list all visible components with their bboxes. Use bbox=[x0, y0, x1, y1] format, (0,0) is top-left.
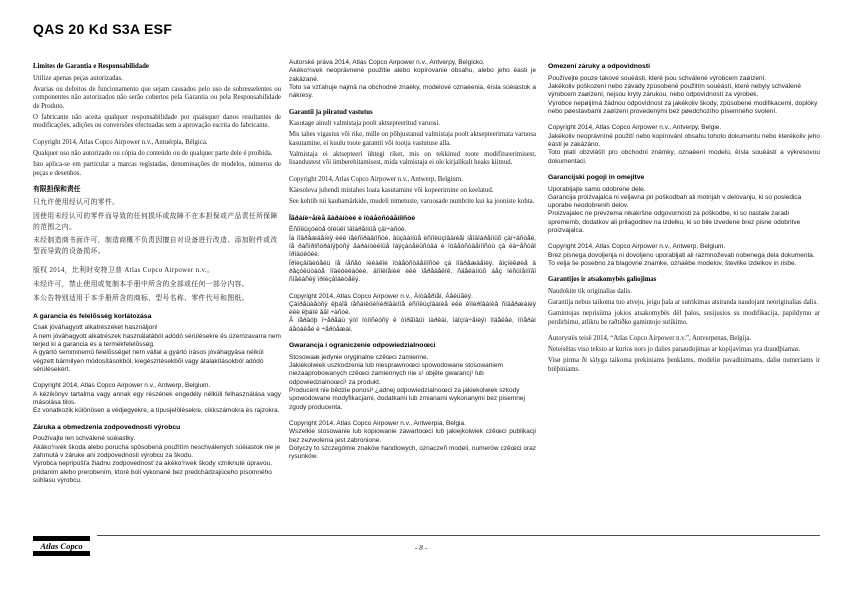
paragraph: Ïðîèçâîäèòåëü íå íåñåò íèêàêîé îòâåòñòâåííîñòè çà ïîâðåæäåíèÿ, âîçíèêøèå â ðåçóëüòàòå ìîäèôèêàöèé, äîïîëíåíèé èëè ïåðåäåëîê, ñäåëàííûõ áåç ïèñüìåííîãî ñîãëàñèÿ ïðîèçâîäèòåëÿ. bbox=[289, 259, 536, 284]
warranty-estonian bbox=[289, 109, 536, 168]
paragraph: Copyright 2014, Atlas Copco Airpower n.v., Antwerp, Belgium. bbox=[33, 382, 211, 390]
paragraph: O fabricante não aceita qualquer responsabilidade por quaisquer danos resultantes de modificações, adições ou conversões efectuadas sem a aprovação escrita do fabricante. bbox=[33, 113, 281, 130]
copyright-portuguese bbox=[33, 139, 281, 178]
paragraph: Copyright 2014, Atlas Copco Airpower n.v., Àíòâåðïåí, Áåëüãèÿ. bbox=[289, 292, 473, 300]
paragraph: Copyright 2014, Atlas Copco Airpower n.v., Antverpy, Belgie. bbox=[548, 124, 722, 132]
section-heading: A garancia és felelõsség korlátozása bbox=[33, 312, 152, 320]
paragraph: Csak jóváhagyott alkatrészeket használjon! bbox=[33, 324, 158, 332]
warranty-chinese bbox=[33, 186, 281, 258]
paragraph: A kézikönyv tartalma vagy annak egy részének engedély nélküli felhasználása vagy másolása tilos. bbox=[33, 390, 281, 406]
paragraph: Stosowaæ jedynie oryginalne czêœci zamienne. bbox=[289, 353, 429, 361]
paragraph: Íà ïîâðåæäåíèÿ èëè íåèñïðàâíîñòè, âûçâàííûå èñïîëüçîâàíèåì íåîäîáðåííûõ çàï÷àñòåé, íå ðàñïðîñòðàíÿþòñÿ ãàðàíòèéíûå îáÿçàòåëüñòâà è îòâåòñòâåííîñòü çà êà÷åñòâî ïðîäóêöèè. bbox=[289, 234, 536, 259]
paragraph: See kehtib nii kaubamärkide, mudeli nimetuste, varuosade numbrite kui ka jooniste kohta. bbox=[289, 198, 535, 206]
paragraph: 本公告特别适用于本手册所含的商标、型号名称、零件代号和图纸。 bbox=[33, 294, 249, 302]
paragraph: Gamintojas neprisiima jokios atsakomybës dël þalos, susijusios su modifikacija, papildymu ar perdirbimu, atliktu be raðtiðko gamintojo sutikimo. bbox=[548, 310, 820, 326]
copyright-slovak bbox=[289, 59, 536, 101]
paragraph: 只允许使用经认可的零件。 bbox=[33, 198, 120, 206]
copyright-estonian bbox=[289, 176, 536, 207]
footer-divider bbox=[97, 535, 820, 536]
section-heading: Garantii ja piiratud vastutus bbox=[289, 108, 373, 116]
paragraph: Výrobce nepøijímá žádnou odpovìdnost za jakékoliv škody, zpùsobené modifikacemi, doplòky nebo pøestavbami zaøízení provedenými bez pøedchozího písemného svolení. bbox=[548, 99, 818, 115]
copyright-russian-mojibake bbox=[289, 293, 536, 335]
section-heading: Garancijski pogoji in omejitve bbox=[548, 173, 645, 181]
paragraph: Neteisëtas viso teksto ar kurios nors jo dalies panaudojimas ar kopijavimas yra draudþiamas. bbox=[548, 346, 801, 354]
paragraph: Používajte len schválené súèiastky. bbox=[33, 435, 136, 443]
paragraph: Proizvajalec ne prevzema nikakršne odgovornosti za poškodbe, ki so nastale zaradi sprememb, dodatkov ali prilagoditev na izdelku, ki so bile izvedene brez pisne odobritve proizvajalca. bbox=[548, 210, 801, 235]
paragraph: Uporabljajte samo odobrene dele. bbox=[548, 185, 646, 193]
copyright-lithuanian bbox=[548, 335, 820, 374]
paragraph: Utilize apenas peças autorizadas. bbox=[33, 74, 123, 82]
text-column-middle bbox=[289, 59, 536, 470]
paragraph: Käesoleva juhendi mistahes loata kasutamine või kopeerimine on keelatud. bbox=[289, 187, 494, 194]
paragraph: Â ïåðâóþ î÷åðåäü ýòî îòíîñèòñÿ ê òîðãîâûì ìàðêàì, îáîçíà÷åíèÿì ìîäåëåé, íîìåðàì äåòàëåé è ÷åðòåæàì. bbox=[289, 317, 536, 333]
section-heading: Omezení záruky a odpovìdnosti bbox=[548, 63, 650, 70]
paragraph: Producent nie bêdzie ponosi³ ¿adnej odpowiedzialnoœci za jakiekolwiek szkody spowodowane modyfikacjami, dodatkami lub zmianami wykonanymi bez pisemnej zgody producenta. bbox=[289, 387, 525, 411]
paragraph: Copyright 2014, Atlas Copco Airpower n.v., Antwerp, Belgium. bbox=[289, 175, 463, 183]
paragraph: Garancija proizvajalca ni veljavna pri poškodbah ali motnjah v delovanju, ki so posledica uporabe neodobrenih delov. bbox=[548, 193, 802, 210]
warranty-portuguese bbox=[33, 63, 281, 131]
paragraph: Naudokite tik originalias dalis. bbox=[548, 287, 632, 295]
paragraph: Valmistaja ei aktsepteeri ühtegi riket, mis on tekkinud toote modifitseerimisest, lisandustest või ümberehitamisest, mida valmistaja ei ole kirjalikult heaks kiitnud. bbox=[289, 150, 536, 167]
paragraph: 版权 2014，比利时安特卫普 Atlas Copco Airpower n.v.。 bbox=[33, 267, 215, 275]
paragraph: To velja še posebno za blagovne znamke, oznaèbe modelov, številke izdelkov in risbe. bbox=[548, 260, 797, 267]
paragraph: 未经制造商书面许可，制造商概不负责因擅自对设备进行改造、添加附件或改型而导致的设备损坏。 bbox=[33, 237, 278, 256]
paragraph: Copyright 2014, Atlas Copco Airpower n.v., Antwerp, Belgium. bbox=[548, 243, 726, 251]
paragraph: Toto platí obzvláštì pro obchodní známky, oznaèení modelù, èísla souèástí a výkresovou dokumentaci. bbox=[548, 149, 820, 165]
copyright-slovenian bbox=[548, 243, 820, 268]
section-heading: Îãðàíè÷åíèå ãàðàíòèè è îòâåòñòâåííîñòè bbox=[289, 214, 416, 222]
section-heading: Gwarancja i ograniczenie odpowiedzialnoœci bbox=[289, 342, 436, 350]
page-number: - 8 - bbox=[414, 543, 428, 552]
paragraph: Jakiekolwiek uszkodzenia lub niesprawnoœci spowodowane stosowaniem niezaaprobowanych czêœci zamiennych nie s¹ objête gwarancj¹ lub odpowiedzialnoœci¹ za produkt. bbox=[289, 362, 503, 386]
paragraph: Používejte pouze takové souèásti, které jsou schválené výrobcem zaøízení. bbox=[548, 74, 767, 82]
logo-text: Atlas Copco bbox=[40, 541, 83, 551]
paragraph: Autorystës teisë 2014, “Atlas Copco Airpower n.v.”, Antverpenas, Belgija. bbox=[548, 335, 752, 343]
paragraph: Garantija nebus taikoma tuo atveju, jeigu þala ar sutrikimas atsiranda naudojant neoriginalias dalis. bbox=[548, 298, 818, 306]
warranty-polish bbox=[289, 342, 536, 412]
paragraph: Jakékoliv poškození nebo závady zpùsobené použitím souèástí, které nebyly schválené výrobcem zaøízení, nejsou kryty zárukou, nebo odpovìdností za výrobek. bbox=[548, 83, 801, 99]
paragraph: Èñïîëüçóéòå òîëüêî îäîáðåííûå çàï÷àñòè. bbox=[289, 226, 407, 234]
paragraph: Akéko¾vek neoprávnené použitie alebo kopírovanie obsahu, alebo jeho èasti je zakázané. bbox=[289, 67, 536, 83]
paragraph: Çàïðåùàåòñÿ ëþáîå íåñàíêöèîíèðîâàííîå èñïîëüçîâàíèå èëè êîïèðîâàíèå ñîäåðæàíèÿ èëè ëþáîé åãî ÷àñòè. bbox=[289, 300, 536, 317]
paragraph: Ez vonatkozik különösen a védjegyekre, a típusjelölésekre, cikkszámokra és rajzokra. bbox=[33, 407, 280, 415]
warranty-russian-mojibake bbox=[289, 215, 536, 285]
paragraph: A nem jóváhagyott alkatrészek használatából adódó sérülésekre és üzemzavarra nem terjed ki a garancia és a termékfelelõsség. bbox=[33, 332, 281, 349]
paragraph: Qualquer uso não autorizado ou cópia do conteúdo ou de qualquer parte dele é proibida. bbox=[33, 150, 273, 157]
paragraph: Dotyczy to szczególnie znaków handlowych, oznaczeñ modeli, numerów czêœci oraz rysunków. bbox=[289, 444, 536, 461]
paragraph: Isto aplica-se em particular a marcas registadas, denominações de modelos, números de peças e desenhos. bbox=[33, 161, 281, 177]
warranty-czech bbox=[548, 63, 820, 116]
page-title: QAS 20 Kd S3A ESF bbox=[33, 21, 173, 37]
paragraph: Výrobca nepripúšťa žiadnu zodpovednosť za akéko¾vek škody vzniknuté úpravou, pridaním alebo prerobením, ktoré boli vykonané bez predchádzajúceho písomného súhlasu výrobcu. bbox=[33, 460, 273, 484]
paragraph: Copyright 2014, Atlas Copco Airpower n.v., Antwerpia, Belgia. bbox=[289, 419, 466, 427]
text-column-right bbox=[548, 63, 820, 382]
copyright-chinese bbox=[33, 266, 281, 305]
section-heading: Limites de Garantia e Responsabilidade bbox=[33, 63, 149, 70]
paragraph: 因使用未经认可的零件而导致的任何损坏或故障不在本担保或产品责任所保障的范围之内。 bbox=[33, 212, 278, 231]
copyright-hungarian bbox=[33, 382, 281, 415]
paragraph: 未经许可，禁止使用或复制本手册中所含的全部或任何一部分内容。 bbox=[33, 281, 249, 288]
paragraph: Wszelkie stosowanie lub kopiowanie zawartoœci lub jakiejkolwiek czêœci publikacji bez zezwolenia jest zabronione. bbox=[289, 428, 536, 444]
warranty-slovenian bbox=[548, 174, 820, 236]
paragraph: A gyártó semminemû felelõsséget nem vállal a gyártó írásos jóváhagyása nélkül végzett bármilyen módosításokból, kiegészítésekbõl vagy átalakításokból adódó sérülésekért. bbox=[33, 349, 264, 373]
section-heading: Garantijos ir atsakomybës galiojimas bbox=[548, 276, 657, 284]
paragraph: Akáko¾vek škoda alebo porucha spôsobená použitím neschválených súèiastok nie je zahrnutá v záruke ani zodpovednosti výrobcu za škodu. bbox=[33, 443, 281, 459]
paragraph: Autorské práva 2014, Atlas Copco Airpower n.v., Antverpy, Belgicko. bbox=[289, 59, 485, 66]
copyright-polish bbox=[289, 420, 536, 462]
paragraph: Avarias ou defeitos de funcionamento que sejam causados pelo uso de sobresselentes ou componentes não autorizados não serão cobertos pela Garantia ou pela Responsabilidade de Produto. bbox=[33, 85, 281, 110]
copyright-czech bbox=[548, 124, 820, 166]
paragraph: Kasutage ainult valmistaja poolt aktsepteeritud varuosi. bbox=[289, 120, 441, 128]
text-column-left bbox=[33, 63, 281, 493]
section-heading: 有限担保和责任 bbox=[33, 186, 81, 194]
warranty-hungarian bbox=[33, 313, 281, 375]
paragraph: Copyright 2014, Atlas Copco Airpower n.v., Antuérpia, Bélgica. bbox=[33, 138, 208, 146]
warranty-lithuanian bbox=[548, 276, 820, 327]
paragraph: Toto sa vzťahuje najmä na obchodné znaèky, modelové oznaèenia, èísla súèiastok a nákresy. bbox=[289, 83, 536, 100]
section-heading: Záruka a obmedzenia zodpovednosti výrobcu bbox=[33, 423, 181, 431]
paragraph: Visø pirma ði sàlyga taikoma prekiniams þenklams, modeliø pavadinimams, daliø numeriams ir brëþiniams. bbox=[548, 357, 820, 373]
paragraph: Jakékoliv neoprávnìné použití nebo kopírování obsahu tohoto dokumentu nebo kterékoliv jeho èásti je zakázáno. bbox=[548, 132, 820, 148]
warranty-slovak bbox=[33, 424, 281, 486]
paragraph: Mis tahes vigastus või rike, mille on põhjustanud valmistaja poolt aktsepteerimata varuosa kasutamine, ei kuulu toote garantii või tootja vastutuse alla. bbox=[289, 131, 536, 147]
paragraph: Brez pisnega dovoljenja ni dovoljeno uporabljati ali razmnoževati nobenega dela dokumenta. bbox=[548, 251, 815, 259]
